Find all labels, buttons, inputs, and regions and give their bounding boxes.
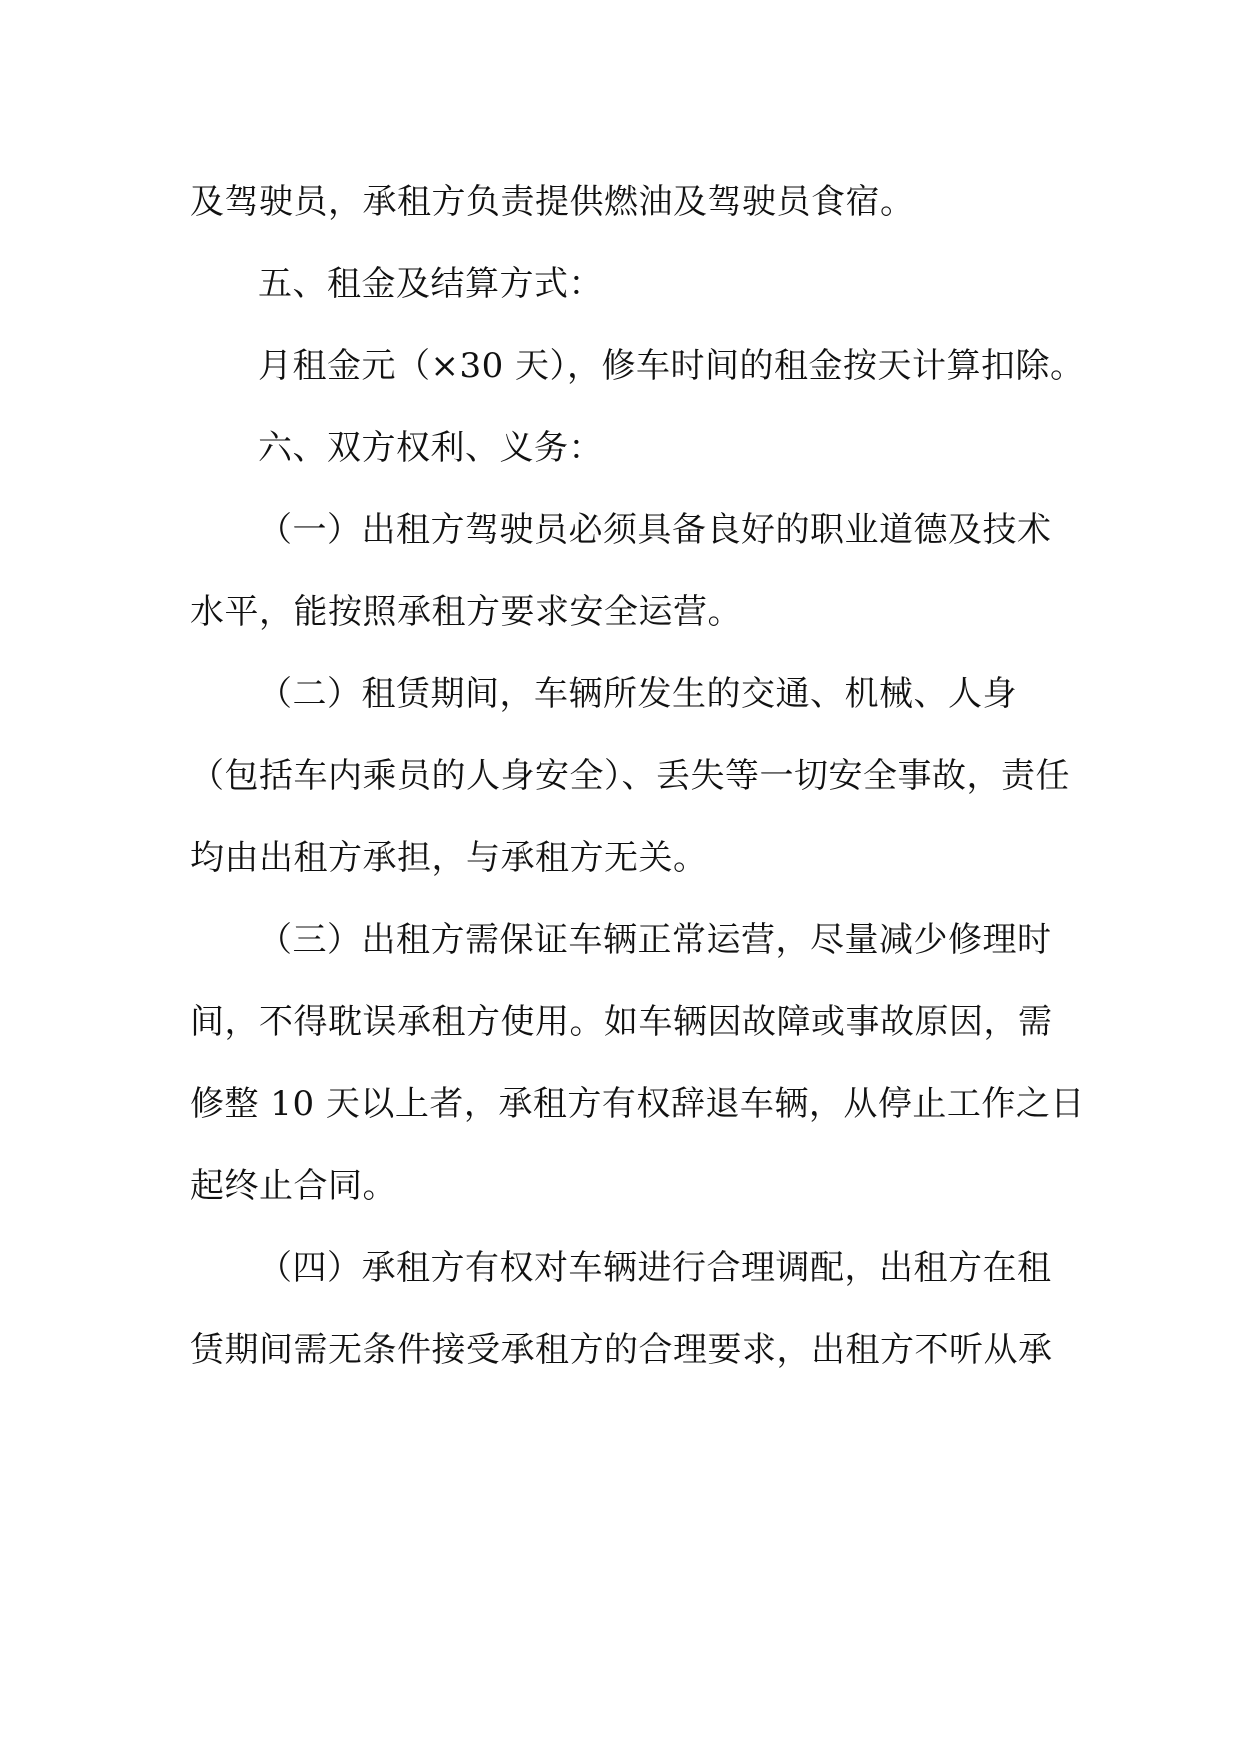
text-line: 水平，能按照承租方要求安全运营。: [190, 592, 742, 632]
section-heading: 六、双方权利、义务：: [258, 428, 603, 468]
text-line: 起终止合同。: [190, 1166, 397, 1206]
clause-line: （四）承租方有权对车辆进行合理调配，出租方在租: [258, 1248, 1052, 1288]
clause-line: （三）出租方需保证车辆正常运营，尽量减少修理时: [258, 920, 1052, 960]
text-line: 间，不得耽误承租方使用。如车辆因故障或事故原因，需: [190, 1002, 1053, 1042]
text-line: 修整 10 天以上者，承租方有权辞退车辆，从停止工作之日: [190, 1084, 1085, 1124]
text-line: 月租金元（×30 天），修车时间的租金按天计算扣除。: [258, 346, 1085, 386]
clause-line: （二）租赁期间，车辆所发生的交通、机械、人身: [258, 674, 1017, 714]
text-line: 均由出租方承担，与承租方无关。: [190, 838, 708, 878]
text-line: 赁期间需无条件接受承租方的合理要求，出租方不听从承: [190, 1330, 1053, 1370]
clause-line: （一）出租方驾驶员必须具备良好的职业道德及技术: [258, 510, 1052, 550]
text-line: （包括车内乘员的人身安全）、丢失等一切安全事故，责任: [190, 756, 1070, 796]
text-line: 及驾驶员，承租方负责提供燃油及驾驶员食宿。: [190, 182, 915, 222]
section-heading: 五、租金及结算方式：: [258, 264, 603, 304]
